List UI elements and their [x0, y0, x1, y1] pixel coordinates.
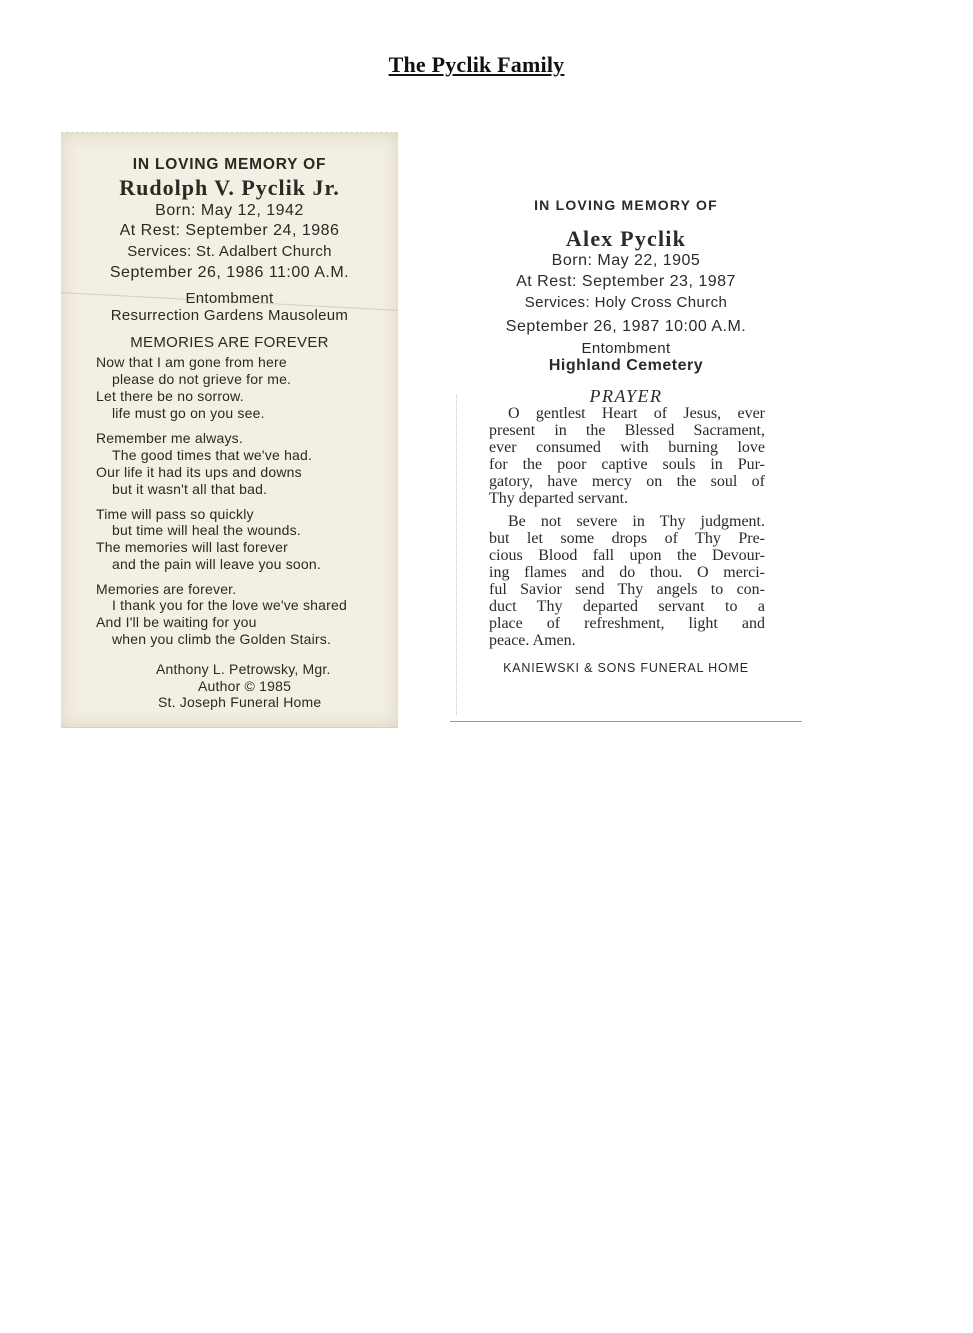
prayer-line: O gentlest Heart of Jesus, ever: [508, 405, 765, 422]
entombment-place: Highland Cemetery: [548, 357, 704, 374]
prayer-line: ful Savior send Thy angels to con-: [489, 581, 765, 598]
poem-line: Memories are forever.: [96, 581, 237, 597]
poem-title: MEMORIES ARE FOREVER: [130, 334, 329, 351]
poem-line: Now that I am gone from here: [96, 354, 287, 370]
rest-date: At Rest: September 24, 1986: [119, 222, 340, 239]
prayer-line: peace. Amen.: [489, 632, 576, 649]
poem-line: but it wasn't all that bad.: [112, 481, 268, 497]
prayer-line: for the poor captive souls in Pur-: [489, 456, 765, 473]
poem-line: life must go on you see.: [112, 405, 265, 421]
memorial-card-rudolph: [61, 132, 398, 728]
prayer-line: duct Thy departed servant to a: [489, 598, 765, 615]
prayer-line: ever consumed with burning love: [489, 439, 765, 456]
poem-line: Time will pass so quickly: [96, 506, 254, 522]
prayer-line: Thy departed servant.: [489, 490, 629, 507]
prayer-line: but let some drops of Thy Pre-: [489, 530, 765, 547]
poem-line: please do not grieve for me.: [112, 371, 292, 387]
poem-line: The good times that we've had.: [112, 447, 313, 463]
born-date: Born: May 22, 1905: [551, 252, 701, 269]
poem-line: but time will heal the wounds.: [112, 522, 301, 538]
entombment-label: Entombment: [581, 340, 671, 357]
services-church: Services: St. Adalbert Church: [127, 243, 332, 260]
card-heading: IN LOVING MEMORY OF: [534, 197, 718, 213]
prayer-line: place of refreshment, light and: [489, 615, 765, 632]
prayer-line: present in the Blessed Sacrament,: [489, 422, 765, 439]
prayer-title: PRAYER: [589, 386, 663, 406]
funeral-home: St. Joseph Funeral Home: [158, 694, 322, 710]
poem-line: And I'll be waiting for you: [96, 614, 257, 630]
poem-line: I thank you for the love we've shared: [112, 597, 347, 613]
entombment-place: Resurrection Gardens Mausoleum: [110, 307, 349, 324]
poem-line: Let there be no sorrow.: [96, 388, 244, 404]
prayer-line: Be not severe in Thy judgment.: [508, 513, 765, 530]
deceased-name: Alex Pyclik: [565, 226, 687, 251]
poem-line: Remember me always.: [96, 430, 243, 446]
page-title: The Pyclik Family: [388, 52, 565, 77]
rest-date: At Rest: September 23, 1987: [516, 273, 736, 290]
deceased-name: Rudolph V. Pyclik Jr.: [119, 175, 340, 200]
author-name: Anthony L. Petrowsky, Mgr.: [156, 661, 331, 677]
prayer-line: ing flames and do thou. O merci-: [489, 564, 765, 581]
entombment-label: Entombment: [185, 290, 274, 307]
card-heading: IN LOVING MEMORY OF: [132, 156, 327, 173]
funeral-home: KANIEWSKI & SONS FUNERAL HOME: [503, 661, 749, 675]
service-datetime: September 26, 1986 11:00 A.M.: [109, 264, 350, 281]
born-date: Born: May 12, 1942: [155, 202, 304, 219]
author-credit: Author © 1985: [198, 678, 292, 694]
poem-line: and the pain will leave you soon.: [112, 556, 321, 572]
poem-line: Our life it had its ups and downs: [96, 464, 302, 480]
poem-line: when you climb the Golden Stairs.: [112, 631, 332, 647]
service-datetime: September 26, 1987 10:00 A.M.: [505, 318, 747, 335]
poem-line: The memories will last forever: [96, 539, 288, 555]
prayer-line: gatory, have mercy on the soul of: [489, 473, 765, 490]
memorial-card-alex: [450, 135, 802, 722]
prayer-line: cious Blood fall upon the Devour-: [489, 547, 765, 564]
services-church: Services: Holy Cross Church: [524, 294, 728, 311]
